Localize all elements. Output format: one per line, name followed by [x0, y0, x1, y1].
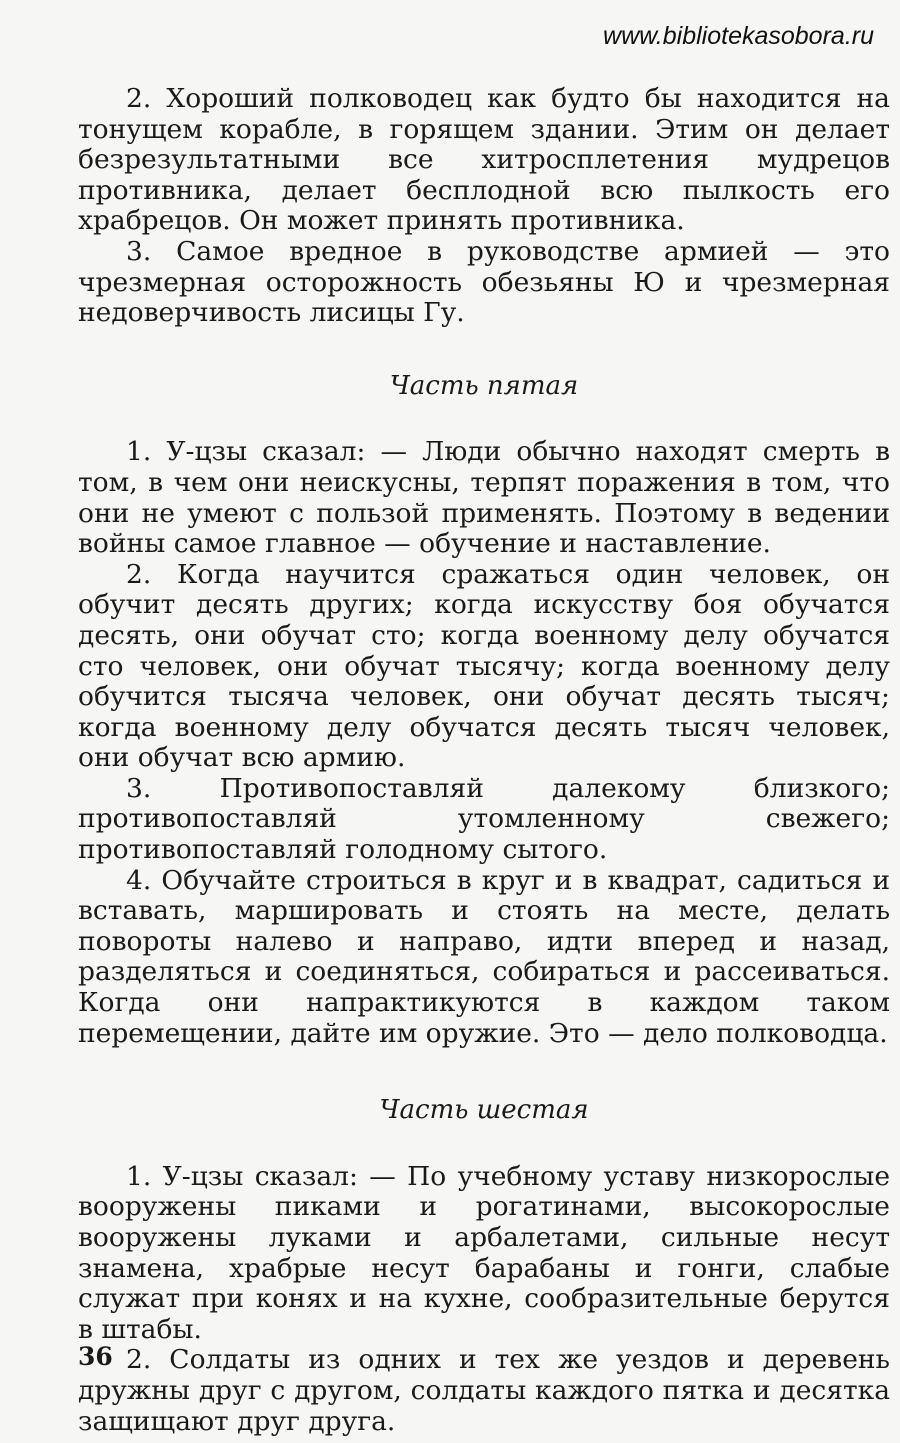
paragraph: 1. У-цзы сказал: — По учебному уставу низкорослые вооружены пиками и рогатинами, высокорослые вооружены луками и арбалетами, сильные несут знамена, храбрые несут барабаны и гонги, слабые служат при конях и на кухне, сообразительные берутся в штабы.	[78, 1160, 890, 1345]
section-heading: Часть пятая	[389, 370, 579, 401]
page-body	[78, 84, 890, 1437]
paragraph: 4. Обучайте строиться в круг и в квадрат, садиться и вставать, маршировать и стоять на месте, делать повороты налево и направо, идти вперед и назад, разделяться и соединяться, собираться и рассеиваться. Когда они напрактикуются в каждом таком перемещении, дайте им оружие. Это — дело полководца.	[78, 864, 890, 1049]
section-heading: Часть шестая	[379, 1095, 589, 1126]
paragraph: 2. Когда научится сражаться один человек, он обучит десять других; когда искусству боя обучатся десять, они обучат сто; когда военному делу обучатся сто человек, они обучат тысячу; когда военному делу обучится тысяча человек, они обучат десять тысяч; когда военному делу обучатся десять тысяч человек, они обучат всю армию.	[78, 558, 890, 774]
paragraph: 2. Хороший полководец как будто бы находится на тонущем корабле, в горящем здании. Этим он делает безрезультатными все хитросплетения мудрецов противника, делает бесплодной всю пылкость его храбрецов. Он может принять противника.	[78, 83, 890, 237]
paragraph: 2. Солдаты из одних и тех же уездов и деревень дружны друг с другом, солдаты каждого пятка и десятка защищают друг друга.	[78, 1344, 890, 1437]
paragraph: 1. У-цзы сказал: — Люди обычно находят смерть в том, в чем они неискусны, терпят поражения в том, что они не умеют с пользой применять. Поэтому в ведении войны самое главное — обучение и наставление.	[78, 436, 890, 560]
paragraph: 3. Самое вредное в руководстве армией — это чрезмерная осторожность обезьяны Ю и чрезмерная недоверчивость лисицы Гу.	[78, 235, 890, 329]
paragraph: 3. Противопоставляй далекому близкого; противопоставляй утомленному свежего; противопоставляй голодному сытого.	[78, 772, 890, 866]
site-watermark: www.bibliotekasobora.ru	[603, 22, 874, 50]
page-number: 36	[78, 1342, 113, 1371]
